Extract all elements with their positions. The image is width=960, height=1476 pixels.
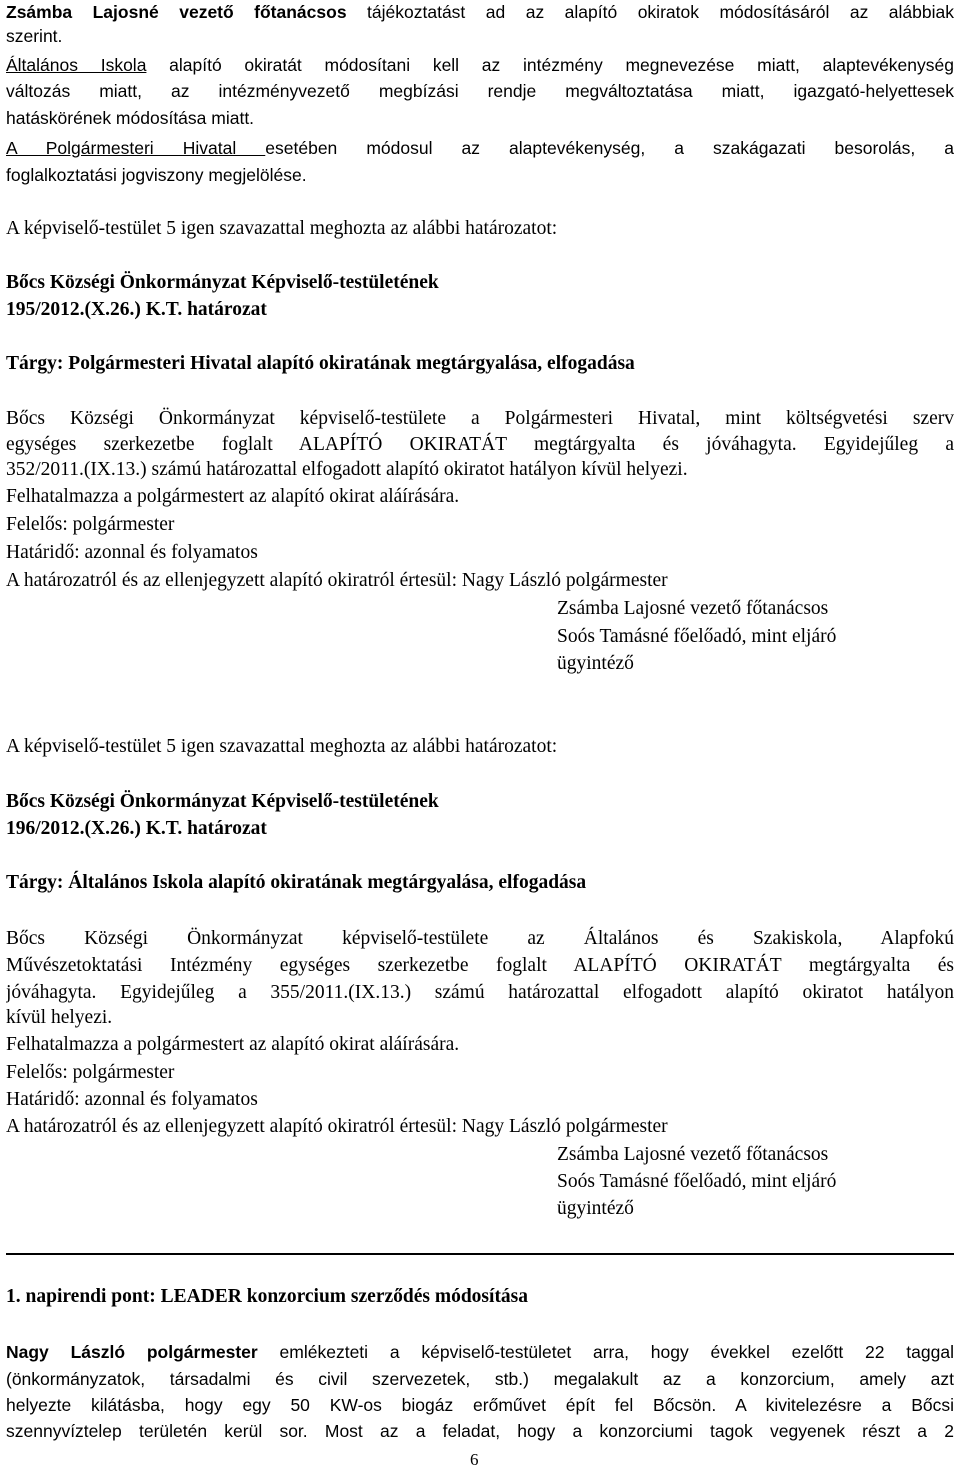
notify-2-recipient-3: Soós Tamásné főelőadó, mint eljáró	[557, 1171, 837, 1192]
notify-1-recipient-4: ügyintéző	[557, 653, 634, 674]
section-divider	[6, 1253, 954, 1255]
deadline-2: Határidő: azonnal és folyamatos	[6, 1089, 258, 1110]
notify-2: A határozatról és az ellenjegyzett alapító okiratról értesül: Nagy László polgármester	[6, 1116, 668, 1137]
body-name-2: Bőcs Községi Önkormányzat Képviselő-testületének	[6, 791, 439, 812]
page-number: 6	[470, 1450, 479, 1469]
intro-line-5: hatáskörének módosítása miatt.	[6, 108, 255, 128]
agenda-line-4: szennyvíztelep területén kerül sor. Most az a feladat, hogy a konzorciumi tagok vegyenek részt a 2	[6, 1421, 954, 1441]
intro-line-2: szerint.	[6, 26, 63, 46]
resolution-subject-1: Tárgy: Polgármesteri Hivatal alapító okiratának megtárgyalása, elfogadása	[6, 353, 635, 374]
agenda-line-3: helyezte kilátásba, hogy egy 50 KW-os biogáz erőművet épít fel Bőcsön. A kivitelezésre a Bőcsi	[6, 1395, 954, 1415]
resolution-number-2: 196/2012.(X.26.) K.T. határozat	[6, 818, 267, 839]
notify-1-recipient-3: Soós Tamásné főelőadó, mint eljáró	[557, 626, 837, 647]
body-name-1: Bőcs Községi Önkormányzat Képviselő-testületének	[6, 272, 439, 293]
notify-1: A határozatról és az ellenjegyzett alapító okiratról értesül: Nagy László polgármester	[6, 570, 668, 591]
intro-line-3: Általános Iskola alapító okiratát módosítani kell az intézmény megnevezése miatt, alaptevékenység	[6, 55, 954, 75]
agenda-heading: 1. napirendi pont: LEADER konzorcium szerződés módosítása	[6, 1286, 529, 1307]
responsible-2: Felelős: polgármester	[6, 1062, 175, 1083]
agenda-line-1: Nagy László polgármester emlékezteti a képviselő-testületet arra, hogy évekkel ezelőtt 22 taggal	[6, 1342, 954, 1362]
intro-line-6: A Polgármesteri Hivatal esetében módosul az alaptevékenység, a szakágazati besorolás, a	[6, 138, 954, 158]
resolution-text-2-last: kívül helyezi.	[6, 1007, 113, 1028]
resolution-text-1-line-2: egységes szerkezetbe foglalt ALAPÍTÓ OKIRATÁT megtárgyalta és jóváhagyta. Egyidejűleg a	[6, 434, 954, 455]
agenda-line-2: (önkormányzatok, társadalmi és civil szervezetek, stb.) megalakult az a konzorcium, amely azt	[6, 1369, 954, 1389]
speaker-name: Zsámba Lajosné vezető főtanácsos	[6, 2, 347, 22]
notify-2-recipient-2: Zsámba Lajosné vezető főtanácsos	[557, 1144, 829, 1165]
resolution-number-1: 195/2012.(X.26.) K.T. határozat	[6, 299, 267, 320]
notify-2-recipient-4: ügyintéző	[557, 1198, 634, 1219]
office-label: A Polgármesteri Hivatal	[6, 138, 266, 158]
vote-statement-2: A képviselő-testület 5 igen szavazattal meghozta az alábbi határozatot:	[6, 736, 558, 757]
resolution-text-1-line-1: Bőcs Községi Önkormányzat képviselő-testülete a Polgármesteri Hivatal, mint költségvetési szerv	[6, 408, 954, 429]
school-label: Általános Iskola	[6, 55, 147, 75]
intro-line-1: Zsámba Lajosné vezető főtanácsos tájékoztatást ad az alapító okiratok módosításáról az alábbiak	[6, 2, 954, 22]
responsible-1: Felelős: polgármester	[6, 514, 175, 535]
intro-line-7: foglalkoztatási jogviszony megjelölése.	[6, 165, 307, 185]
agenda-speaker: Nagy László polgármester	[6, 1342, 258, 1362]
authorization-2: Felhatalmazza a polgármestert az alapító okirat aláírására.	[6, 1034, 460, 1055]
vote-statement-1: A képviselő-testület 5 igen szavazattal meghozta az alábbi határozatot:	[6, 218, 558, 239]
resolution-text-1-last: 352/2011.(IX.13.) számú határozattal elfogadott alapító okiratot hatályon kívül helyezi.	[6, 459, 688, 480]
deadline-1: Határidő: azonnal és folyamatos	[6, 542, 258, 563]
authorization-1: Felhatalmazza a polgármestert az alapító okirat aláírására.	[6, 486, 460, 507]
resolution-subject-2: Tárgy: Általános Iskola alapító okiratának megtárgyalása, elfogadása	[6, 872, 587, 893]
notify-1-recipient-2: Zsámba Lajosné vezető főtanácsos	[557, 598, 829, 619]
intro-line-4: változás miatt, az intézményvezető megbízási rendje megváltoztatása miatt, igazgató-helyettesek	[6, 81, 954, 101]
resolution-text-2-line-3: jóváhagyta. Egyidejűleg a 355/2011.(IX.13.) számú határozattal elfogadott alapító okiratot hatályon	[6, 982, 954, 1003]
resolution-text-2-line-1: Bőcs Községi Önkormányzat képviselő-testülete az Általános és Szakiskola, Alapfokú	[6, 928, 954, 949]
resolution-text-2-line-2: Művészetoktatási Intézmény egységes szerkezetbe foglalt ALAPÍTÓ OKIRATÁT megtárgyalta és	[6, 955, 954, 976]
